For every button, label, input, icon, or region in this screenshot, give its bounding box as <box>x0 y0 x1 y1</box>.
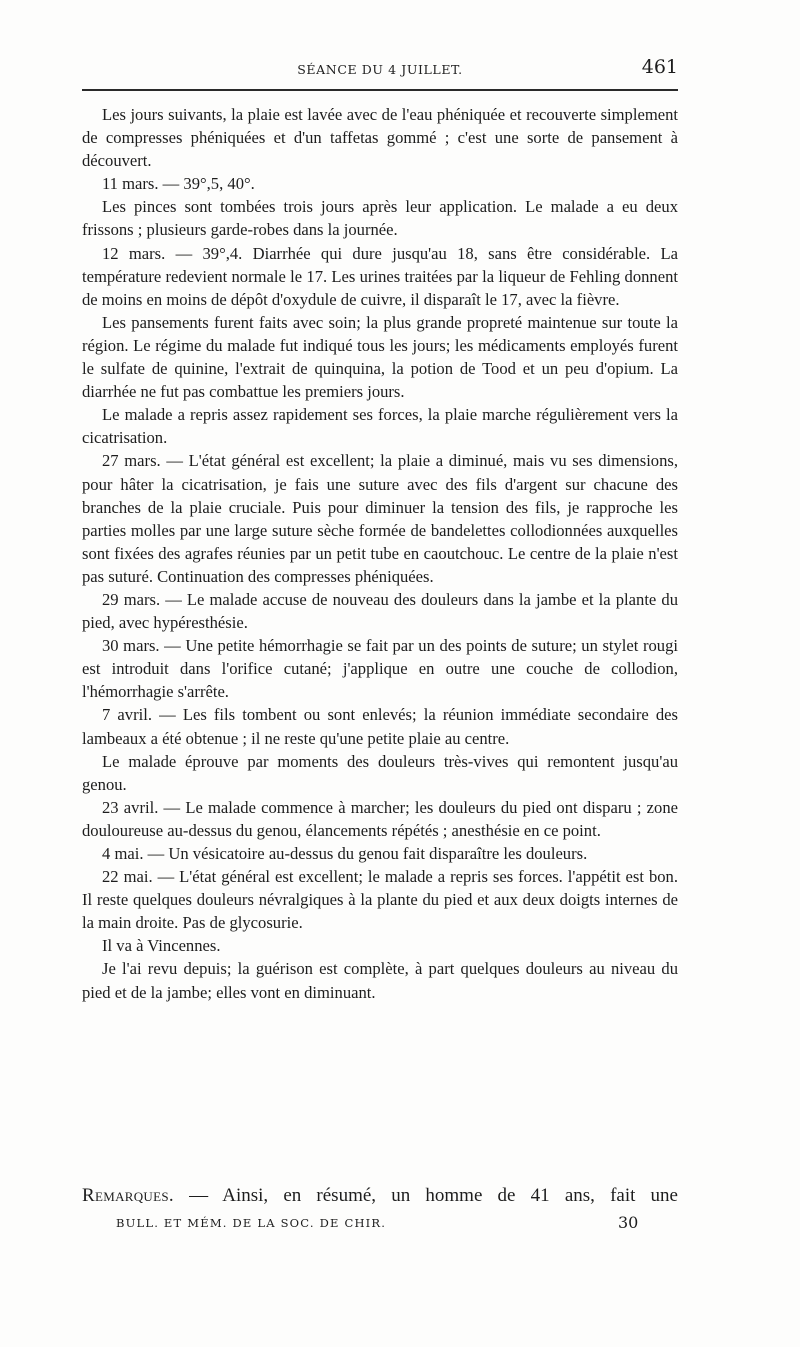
paragraph: 12 mars. — 39°,4. Diarrhée qui dure jusqu'au 18, sans être considérable. La température redevient normale le 17. Les urines traitées par la liqueur de Fehling donnent de moins en moins de dépôt d'oxydule de cuivre, il disparaît le 17, avec la fièvre. <box>82 243 678 309</box>
signature-mark: 30 <box>618 1213 639 1232</box>
paragraph: 30 mars. — Une petite hémorrhagie se fait par un des points de suture; un stylet rougi est introduit dans l'orifice cutané; j'applique en outre une couche de collodion, l'hémorrhagie s'arrête. <box>82 636 678 702</box>
remarks-text: — Ainsi, en résumé, un homme de 41 ans, fait une <box>173 1185 678 1206</box>
paragraph: 4 mai. — Un vésicatoire au-dessus du genou fait disparaître les douleurs. <box>102 844 588 863</box>
remarks-line <box>82 1183 678 1209</box>
page-number: 461 <box>641 56 678 78</box>
paragraph: 11 mars. — 39°,5, 40°. <box>102 174 255 194</box>
footer-source: BULL. ET MÉM. DE LA SOC. DE CHIR. <box>116 1216 387 1230</box>
paragraph: Le malade a repris assez rapidement ses forces, la plaie marche régulièrement vers la cicatrisation. <box>82 405 678 448</box>
paragraph: 22 mai. — L'état général est excellent; le malade a repris ses forces. l'appétit est bon. Il reste quelques douleurs névralgiques à la plante du pied et aux deux doigts internes de la main droite. Pas de glycosurie. <box>82 867 678 933</box>
footer <box>82 1213 678 1235</box>
paragraph: Les pansements furent faits avec soin; la plus grande propreté maintenue sur toute la région. Le régime du malade fut indiqué tous les jours; les médicaments employés furent le sulfate de quinine, l'extrait de quinquina, la potion de Tood et un peu d'opium. La diarrhée ne fut pas combattue les premiers jours. <box>82 312 678 402</box>
remarks-label: Remarques. <box>82 1185 174 1206</box>
paragraph: Je l'ai revu depuis; la guérison est complète, à part quelques douleurs au niveau du pied et de la jambe; elles vont en diminuant. <box>82 959 678 1002</box>
paragraph: Les jours suivants, la plaie est lavée avec de l'eau phéniquée et recouverte simplement de compresses phéniquées et d'un taffetas gommé ; c'est une sorte de pansement à découvert. <box>82 105 678 171</box>
running-head <box>82 56 678 84</box>
running-title: SÉANCE DU 4 JUILLET. <box>297 62 463 77</box>
paragraph: 29 mars. — Le malade accuse de nouveau des douleurs dans la jambe et la plante du pied, avec hypéresthésie. <box>82 589 678 633</box>
body-text <box>82 103 678 1004</box>
paragraph: 23 avril. — Le malade commence à marcher; les douleurs du pied ont disparu ; zone douloureuse au-dessus du genou, élancements répétés ; anesthésie en ce point. <box>82 797 678 840</box>
header-rule <box>82 89 678 91</box>
paragraph: Le malade éprouve par moments des douleurs très-vives qui remontent jusqu'au genou. <box>82 751 678 794</box>
paragraph: 7 avril. — Les fils tombent ou sont enlevés; la réunion immédiate secondaire des lambeaux a été obtenue ; il ne reste qu'une petite plaie au centre. <box>82 705 678 748</box>
paragraph: Il va à Vincennes. <box>102 936 221 956</box>
paragraph: Les pinces sont tombées trois jours après leur application. Le malade a eu deux frissons ; plusieurs garde-robes dans la journée. <box>82 197 678 240</box>
paragraph: 27 mars. — L'état général est excellent; la plaie a diminué, mais vu ses dimensions, pour hâter la cicatrisation, je fais une suture avec des fils d'argent sur chacune des branches de la plaie cruciale. Puis pour diminuer la tension des fils, je rapproche les parties molles par une large suture sèche formée de bandelettes collodionnées auxquelles sont fixées des agrafes réunies par un petit tube en caoutchouc. Le centre de la plaie n'est pas suturé. Continuation des compresses phéniquées. <box>82 451 678 586</box>
